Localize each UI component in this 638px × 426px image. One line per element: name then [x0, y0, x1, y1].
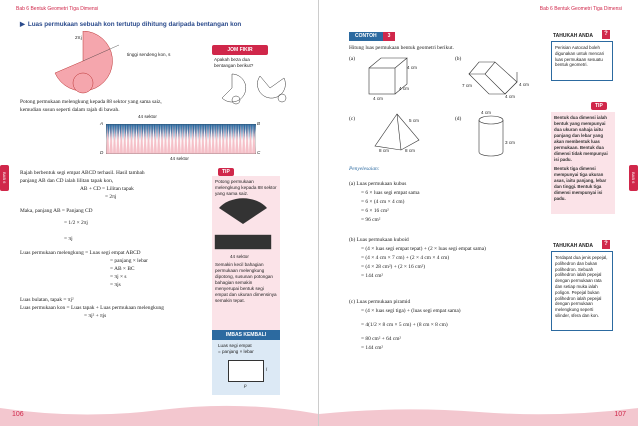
jomfikir-diagram — [220, 72, 290, 106]
line-9: = panjang × lebar — [110, 258, 148, 264]
line-12: = πjs — [110, 282, 121, 288]
right-tip-label: TIP — [591, 102, 607, 110]
para1-line2: kemudian susun seperti dalam rajah di bawah. — [20, 107, 120, 113]
contoh-label: CONTOH — [349, 32, 383, 41]
question: Hitung luas permukaan bentuk geometri berikut. — [349, 45, 454, 51]
penyelesaian: Penyelesaian: — [349, 166, 380, 172]
tahukah1-text: Perisian Autocad boleh digunakan untuk mencari luas permukaan sesuatu bentuk geometri. — [551, 41, 613, 81]
sol-a-4: = 6 × 16 cm² — [361, 208, 389, 214]
rect-top-label: 44 sektor — [138, 114, 157, 119]
rect-bottom-label: 44 sektor — [170, 156, 189, 161]
sol-a-3: = 6 × (4 cm × 4 cm) — [361, 199, 405, 205]
jomfikir-text: Apakah beza dua bentangan berikut? — [214, 57, 254, 68]
tip-text: Potong permukaan melengkung kepada 88 sektor yang sama saiz. — [215, 179, 277, 196]
line-6: = 1/2 × 2πj — [64, 220, 88, 226]
tahukah1-question-icon: ? — [602, 30, 610, 39]
imbas-line1: Luas segi empat — [218, 343, 252, 348]
cone-net-diagram — [45, 31, 165, 97]
line-4: = 2πj — [105, 194, 117, 200]
sol-a-5: = 96 cm² — [361, 217, 381, 223]
contoh-number: 3 — [383, 32, 396, 41]
cone-slant-label: tinggi sendeng kon, s — [127, 52, 171, 57]
sol-b-3: = (4 × 4 cm × 7 cm) + (2 × 4 cm × 4 cm) — [361, 255, 450, 261]
pyr-label-2: 8 cm — [379, 148, 389, 153]
rect-corner-b: B — [257, 121, 261, 126]
rect-corner-c: C — [257, 150, 261, 155]
tip-strip-diagram — [214, 234, 274, 252]
tahukah2-text: Terdapat dua jenis pepejal, polihedron dan bukan polihedron. Sebuah polihedron ialah pepejal dengan permukaan rata dan setiap muka ialah poligon. Pepejal bukan polihedron ialah pepejal dengan permukaan melengkung seperti silinder, sfera dan kon. — [551, 251, 613, 331]
line-13: Luas bulatan, tapak = πj² — [20, 297, 74, 303]
imbas-p: p — [244, 383, 247, 388]
sol-b-4: = (4 × 28 cm²) + (2 × 16 cm²) — [361, 264, 426, 270]
sol-b-5: = 144 cm² — [361, 273, 384, 279]
right-tip-text-1: Bentuk dua dimensi ialah bentuk yang mempunyai dua ukuran sahaja iaitu panjang dan lebar yang akan membentuk luas permukaan. Bentuk dua dimensi tidak mempunyai isi padu. — [554, 115, 608, 162]
line-10: = AB × BC — [110, 266, 135, 272]
tahukah2-question-icon: ? — [602, 240, 610, 249]
sol-c-4: = 80 cm² + 64 cm² — [361, 336, 402, 342]
tahukah1-title: TAHUKAH ANDA — [553, 33, 593, 39]
cuboid-label-1: 7 cm — [462, 83, 472, 88]
sol-a-1: (a) Luas permukaan kubus — [349, 181, 407, 187]
right-side-tab: BAB 6 — [629, 165, 638, 191]
cylinder-diagram — [475, 112, 515, 158]
sol-a-2: = 6 × luas segi empat sama — [361, 190, 420, 196]
part-b-label: (b) — [455, 56, 462, 62]
sol-c-1: (c) Luas permukaan piramid — [349, 299, 411, 305]
imbas-rect — [228, 360, 264, 382]
jomfikir-title: JOM FIKIR — [212, 45, 268, 55]
contoh-badge — [349, 32, 395, 41]
sol-c-2: = (4 × luas segi tiga) + (luas segi empat sama) — [361, 308, 461, 314]
imbas-line2: = panjang × lebar — [218, 349, 254, 354]
cyl-label-2: 3 cm — [505, 140, 515, 145]
section-title — [20, 21, 241, 28]
cuboid-diagram — [467, 60, 527, 96]
right-page — [319, 0, 638, 426]
pyr-label-3: 8 cm — [405, 148, 415, 153]
section-arrow-icon: ▶ — [20, 21, 25, 28]
part-d-label: (d) — [455, 116, 462, 122]
imbas-l: l — [266, 367, 268, 372]
cube-label-2: 4 cm — [399, 86, 409, 91]
cyl-label-1: 4 cm — [481, 110, 491, 115]
left-footer-wave — [0, 398, 319, 426]
tip-strip-label: 44 sektor — [230, 254, 249, 259]
section-title-text: Luas permukaan sebuah kon tertutup dihitung daripada bentangan kon — [27, 21, 242, 28]
line-15: = πj² + πjs — [84, 313, 107, 319]
sol-c-3: = 4(1/2 × 8 cm × 5 cm) + (8 cm × 8 cm) — [361, 322, 448, 328]
line-3: AB + CD = Lilitan tapak — [80, 186, 134, 192]
part-c-label: (c) — [349, 116, 355, 122]
line-5: Maka, panjang AB = Panjang CD — [20, 208, 93, 214]
tip-label: TIP — [218, 168, 234, 176]
sol-b-1: (b) Luas permukaan kuboid — [349, 237, 409, 243]
left-side-tab: BAB 6 — [0, 165, 9, 191]
cone-arc-label: 2πj — [75, 35, 82, 40]
right-header: Bab 6 Bentuk Geometri Tiga Dimensi — [539, 6, 622, 12]
left-page-number: 106 — [12, 411, 24, 418]
tip-fan-diagram — [214, 198, 272, 226]
right-tip-text-2: Bentuk tiga dimensi mempunyai tiga ukuran asas, iaitu panjang, lebar dan tinggi. Bentuk tiga dimensi mempunyai isi padu. — [554, 166, 607, 201]
sol-b-2: = (4 × luas segi empat tepat) + (2 × luas segi empat sama) — [361, 246, 486, 252]
imbas-title: IMBAS KEMBALI — [212, 330, 280, 340]
left-header: Bab 6 Bentuk Geometri Tiga Dimensi — [16, 6, 99, 12]
right-page-number: 107 — [614, 411, 626, 418]
cuboid-label-2: 4 cm — [519, 82, 529, 87]
cuboid-label-3: 4 cm — [505, 94, 515, 99]
right-tip-box — [551, 112, 615, 214]
cube-label-1: 4 cm — [407, 65, 417, 70]
line-8: Luas permukaan melengkung = Luas segi empat ABCD — [20, 250, 141, 256]
line-1: Rajah berbentuk segi empat ABCD terhasil. Hasil tambah — [20, 170, 145, 176]
tahukah2-title: TAHUKAH ANDA — [553, 243, 593, 249]
line-7: = πj — [64, 236, 73, 242]
rect-corner-d: D — [100, 150, 104, 155]
sol-c-5: = 144 cm² — [361, 345, 384, 351]
right-footer-wave — [319, 398, 638, 426]
rect-corner-a: A — [100, 121, 104, 126]
pyr-label-1: 5 cm — [409, 118, 419, 123]
tip-text2: Semakin kecil bahagian permukaan melengkung dipotong, susunan potongan bahagian semakin menyerupai bentuk segi empat dan ukuran dimensinya semakin tepat. — [215, 262, 277, 303]
line-14: Luas permukaan kon = Luas tapak + Luas permukaan melengkung — [20, 305, 164, 311]
sector-rectangle — [106, 124, 256, 154]
part-a-label: (a) — [349, 56, 355, 62]
cube-label-3: 4 cm — [373, 96, 383, 101]
line-11: = πj × s — [110, 274, 127, 280]
line-2: panjang AB dan CD ialah lilitan tapak kon, — [20, 178, 114, 184]
para1-line1: Potong permukaan melengkung kepada 88 sektor yang sama saiz, — [20, 99, 162, 105]
